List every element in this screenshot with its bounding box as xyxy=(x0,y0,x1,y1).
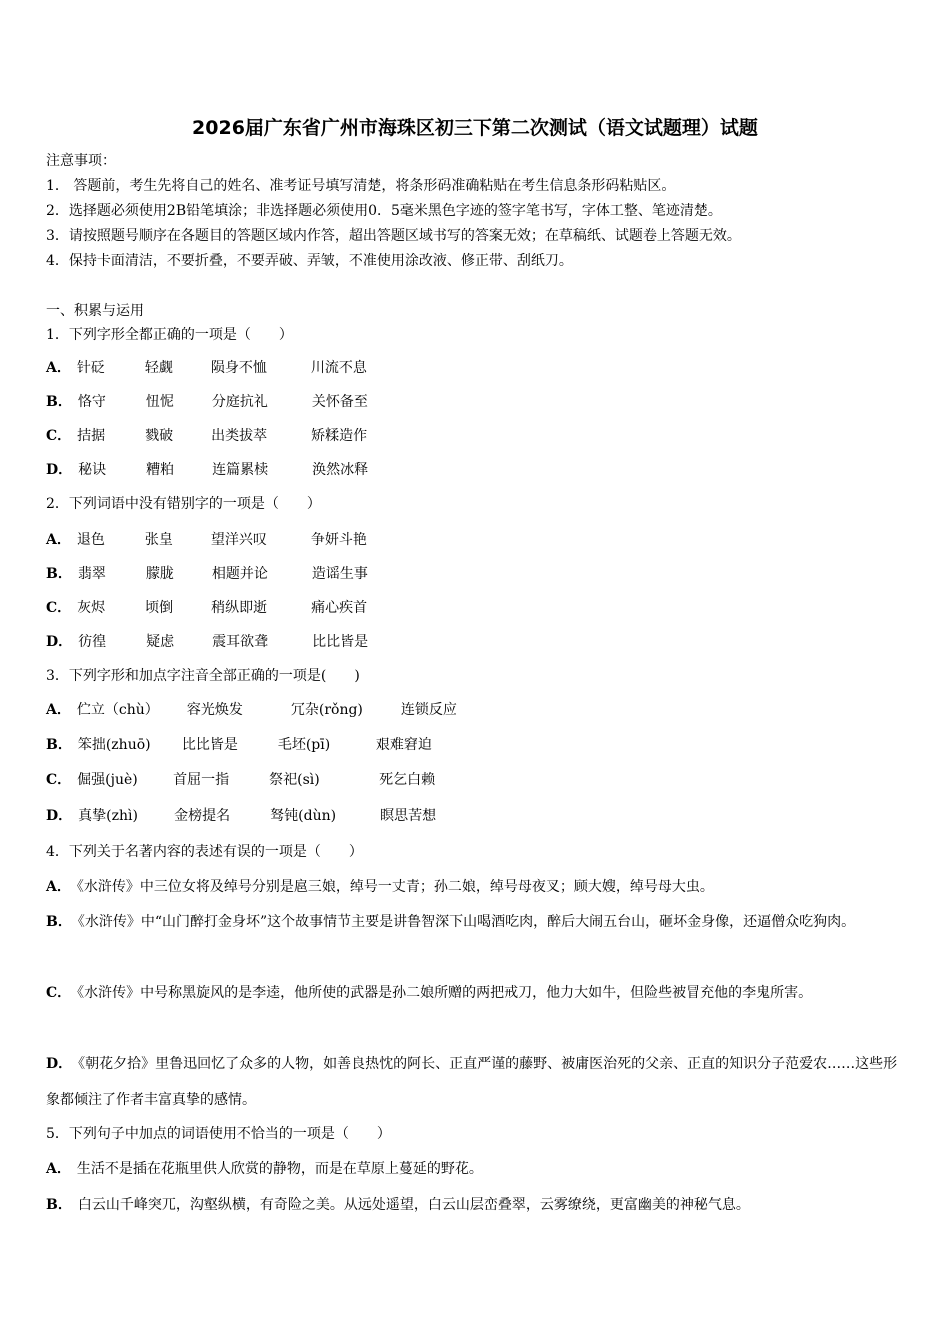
question-1-option-b xyxy=(46,393,368,411)
question-3-option-a xyxy=(46,701,457,719)
option-item: 秘诀 xyxy=(78,462,107,478)
option-item: 糟粕 xyxy=(146,462,175,478)
option-item: 望洋兴叹 xyxy=(210,532,267,548)
option-letter: C． xyxy=(46,772,72,788)
option-item: 痛心疾首 xyxy=(311,600,368,616)
question-5-stem: 5．下列句子中加点的词语使用不恰当的一项是（ ） xyxy=(46,1126,391,1142)
question-2-stem: 2．下列词语中没有错别字的一项是（ ） xyxy=(46,496,321,512)
option-item: 笨拙(zhuō) xyxy=(77,737,151,753)
option-item: 戮破 xyxy=(145,428,174,444)
option-item: 驽钝(dùn) xyxy=(270,808,337,824)
option-item: 轻觑 xyxy=(144,360,173,376)
option-item: 拮据 xyxy=(77,428,106,444)
notice-item: 2．选择题必须使用2B铅笔填涂；非选择题必须使用0．5毫米黑色字迹的签字笔书写，字体工整、笔迹清楚。 xyxy=(46,203,722,219)
option-item: 恪守 xyxy=(77,394,106,410)
option-letter: D． xyxy=(46,1056,73,1072)
option-item: 顷倒 xyxy=(145,600,174,616)
question-4-stem: 4．下列关于名著内容的表述有误的一项是（ ） xyxy=(46,844,363,860)
option-letter: B． xyxy=(46,566,72,582)
option-letter: B． xyxy=(46,394,72,410)
question-1-option-a xyxy=(46,359,367,377)
option-item: 祭祀(sì) xyxy=(269,772,320,788)
option-item: 比比皆是 xyxy=(312,634,369,650)
question-4-option-b xyxy=(46,904,906,940)
notice-item: 3．请按照题号顺序在各题目的答题区域内作答，超出答题区域书写的答案无效；在草稿纸、试题卷上答题无效。 xyxy=(46,228,741,244)
option-item: 涣然冰释 xyxy=(312,462,369,478)
option-item: 针砭 xyxy=(76,360,105,376)
option-item: 连篇累椟 xyxy=(212,462,269,478)
option-text: 《水浒传》中号称黑旋风的是李逵，他所使的武器是孙二娘所赠的两把戒刀，他力大如牛，但险些被冒充他的李鬼所害。 xyxy=(77,985,813,1001)
notice-heading: 注意事项： xyxy=(46,153,116,169)
option-item: 分庭抗礼 xyxy=(211,394,268,410)
question-2-option-c xyxy=(46,599,367,617)
notice-item: 1． 答题前，考生先将自己的姓名、准考证号填写清楚，将条形码准确粘贴在考生信息条形码粘贴区。 xyxy=(46,178,676,194)
option-letter: B． xyxy=(46,914,72,930)
option-letter: A． xyxy=(46,879,71,895)
option-item: 忸怩 xyxy=(145,394,174,410)
question-3-option-c xyxy=(46,771,435,789)
option-item: 金榜提名 xyxy=(174,808,231,824)
option-item: 伫立（chù） xyxy=(76,702,159,718)
option-item: 疑虑 xyxy=(146,634,175,650)
option-letter: C． xyxy=(46,600,72,616)
option-letter: A． xyxy=(46,702,71,718)
option-letter: D． xyxy=(46,634,73,650)
question-2-option-b xyxy=(46,565,368,583)
option-item: 死乞白赖 xyxy=(379,772,436,788)
option-item: 彷徨 xyxy=(78,634,107,650)
option-letter: B． xyxy=(46,1197,72,1213)
option-text: 《水浒传》中“山门醉打金身坏”这个故事情节主要是讲鲁智深下山喝酒吃肉，醉后大闹五台山，砸坏金身像，还逼僧众吃狗肉。 xyxy=(77,914,856,930)
question-3-option-b xyxy=(46,736,432,754)
page-title: 2026届广东省广州市海珠区初三下第二次测试（语文试题理）试题 xyxy=(192,117,758,139)
option-item: 真挚(zhì) xyxy=(78,808,138,824)
question-3-option-d xyxy=(46,807,436,825)
option-item: 翡翠 xyxy=(77,566,106,582)
option-item: 毛坯(pī) xyxy=(277,737,331,753)
question-1-option-c xyxy=(46,427,367,445)
option-item: 川流不息 xyxy=(310,360,367,376)
option-item: 朦胧 xyxy=(145,566,174,582)
option-item: 张皇 xyxy=(144,532,173,548)
option-item: 倔强(juè) xyxy=(77,772,138,788)
option-item: 比比皆是 xyxy=(181,737,238,753)
question-1-option-d xyxy=(46,461,368,479)
option-item: 震耳欲聋 xyxy=(212,634,269,650)
option-item: 容光焕发 xyxy=(186,702,243,718)
option-item: 灰烬 xyxy=(77,600,106,616)
question-4-option-c xyxy=(46,975,906,1011)
question-4-option-d xyxy=(46,1046,906,1118)
option-item: 首屈一指 xyxy=(173,772,230,788)
option-item: 冗杂(rǒng) xyxy=(290,702,363,718)
question-3-stem: 3．下列字形和加点字注音全部正确的一项是( ) xyxy=(46,668,360,684)
option-item: 关怀备至 xyxy=(311,394,368,410)
question-5-option-a xyxy=(46,1160,483,1178)
section-heading: 一、积累与运用 xyxy=(46,303,144,319)
option-letter: A． xyxy=(46,1161,71,1177)
option-item: 瞑思苦想 xyxy=(380,808,437,824)
question-5-option-b xyxy=(46,1196,750,1214)
option-item: 矫糅造作 xyxy=(311,428,368,444)
question-2-option-a xyxy=(46,531,367,549)
option-item: 连锁反应 xyxy=(400,702,457,718)
option-letter: C． xyxy=(46,428,72,444)
option-text: 生活不是插在花瓶里供人欣赏的静物，而是在草原上蔓延的野花。 xyxy=(76,1161,483,1177)
option-letter: A． xyxy=(46,360,71,376)
option-letter: C． xyxy=(46,985,72,1001)
option-item: 争妍斗艳 xyxy=(310,532,367,548)
option-letter: B． xyxy=(46,737,72,753)
option-letter: A． xyxy=(46,532,71,548)
option-item: 相题并论 xyxy=(211,566,268,582)
option-item: 造谣生事 xyxy=(311,566,368,582)
question-2-option-d xyxy=(46,633,368,651)
option-item: 出类拔萃 xyxy=(211,428,268,444)
option-text: 《水浒传》中三位女将及绰号分别是扈三娘，绰号一丈青；孙二娘，绰号母夜叉；顾大嫂，绰号母大虫。 xyxy=(76,879,714,895)
notice-item: 4．保持卡面清洁，不要折叠，不要弄破、弄皱，不准使用涂改液、修正带、刮纸刀。 xyxy=(46,253,573,269)
option-item: 稍纵即逝 xyxy=(211,600,268,616)
option-item: 艰难窘迫 xyxy=(375,737,432,753)
option-text: 白云山千峰突兀，沟壑纵横，有奇险之美。从远处遥望，白云山层峦叠翠，云雾缭绕，更富幽美的神秘气息。 xyxy=(77,1197,750,1213)
option-text: 《朝花夕拾》里鲁迅回忆了众多的人物，如善良热忱的阿长、正直严谨的藤野、被庸医治死的父亲、正直的知识分子范爱农……这些形象都倾注了作者丰富真挚的感情。 xyxy=(46,1056,898,1108)
option-item: 陨身不恤 xyxy=(210,360,267,376)
option-letter: D． xyxy=(46,462,73,478)
option-item: 退色 xyxy=(76,532,105,548)
option-letter: D． xyxy=(46,808,73,824)
question-1-stem: 1．下列字形全都正确的一项是（ ） xyxy=(46,327,293,343)
question-4-option-a xyxy=(46,878,714,896)
